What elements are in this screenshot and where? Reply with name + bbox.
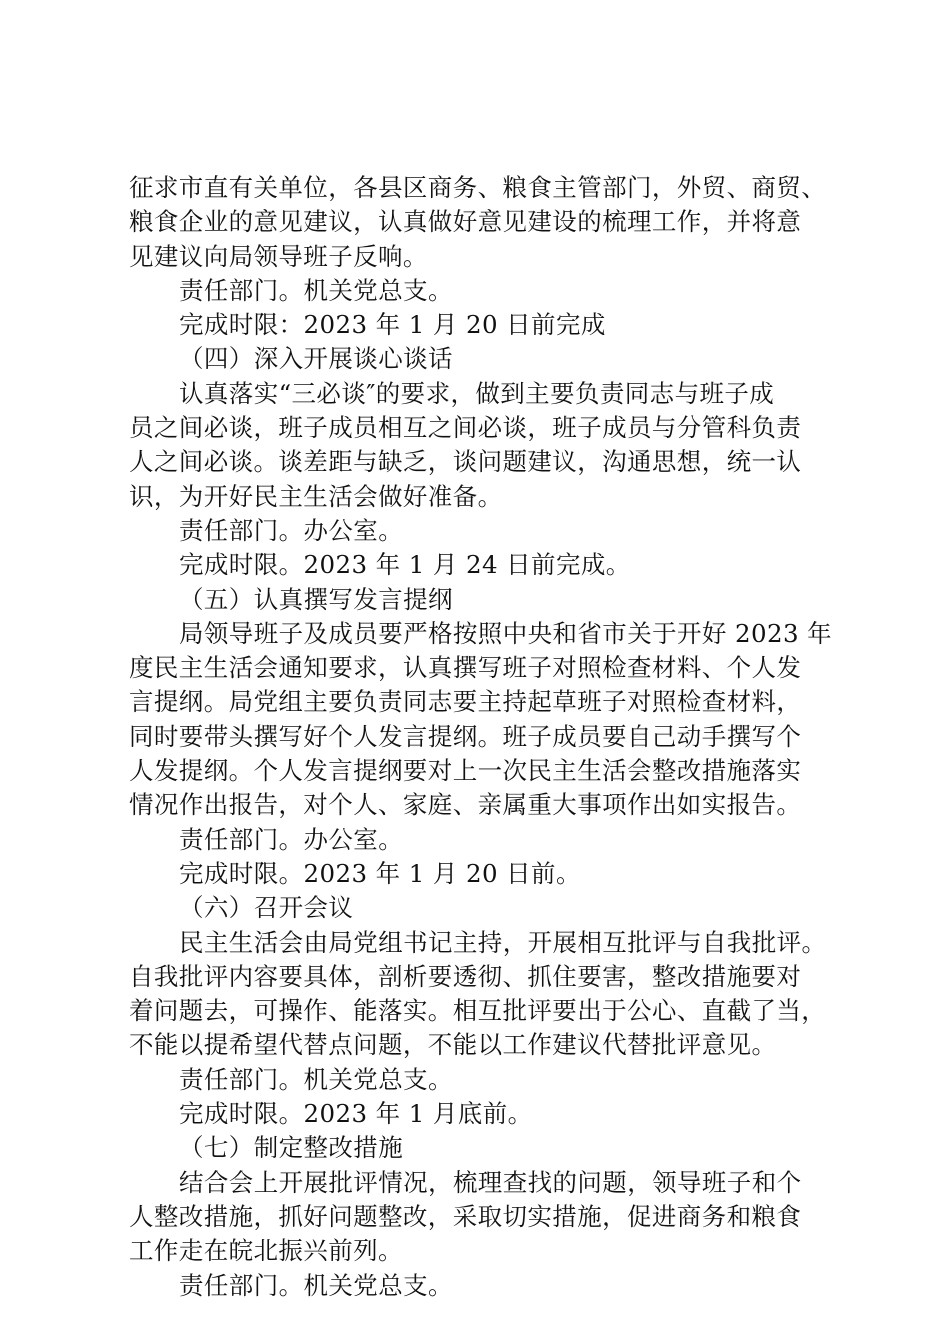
text-line: 局领导班子及成员要严格按照中央和省市关于开好 2023 年 [179, 618, 833, 648]
document-body [129, 171, 833, 1303]
text-line: 结合会上开展批评情况，梳理查找的问题，领导班子和个 [179, 1167, 802, 1197]
text-line: 同时要带头撰写好个人发言提纲。班子成员要自己动手撰写个 [129, 721, 802, 751]
text-line: （七）制定整改措施 [179, 1133, 404, 1163]
text-line: 人之间必谈。谈差距与缺乏，谈问题建议，沟通思想，统一认 [129, 447, 802, 477]
text-line: 工作走在皖北振兴前列。 [129, 1236, 403, 1266]
text-line: （六）召开会议 [179, 893, 354, 923]
text-line: 情况作出报告，对个人、家庭、亲属重大事项作出如实报告。 [129, 790, 802, 820]
text-line: 责任部门。机关党总支。 [179, 1270, 453, 1300]
text-line: 责任部门。办公室。 [179, 824, 404, 854]
text-line: 言提纲。局党组主要负责同志要主持起草班子对照检查材料， [129, 687, 802, 717]
text-line: （四）深入开展谈心谈话 [179, 344, 453, 374]
text-line: 识，为开好民主生活会做好准备。 [129, 481, 503, 511]
text-line: 认真落实“三必谈″的要求，做到主要负责同志与班子成 [179, 378, 775, 408]
text-line: 度民主生活会通知要求，认真撰写班子对照检查材料、个人发 [129, 653, 802, 683]
text-line: 着问题去，可操作、能落实。相互批评要出于公心、直截了当， [129, 996, 827, 1026]
text-line: 人发提纲。个人发言提纲要对上一次民主生活会整改措施落实 [129, 756, 802, 786]
text-line: 不能以提希望代替点问题，不能以工作建议代替批评意见。 [129, 1030, 777, 1060]
text-line: 完成时限。2023 年 1 月底前。 [179, 1099, 533, 1129]
text-line: 完成时限：2023 年 1 月 20 日前完成 [179, 310, 606, 340]
text-line: 征求市直有关单位，各县区商务、粮食主管部门，外贸、商贸、 [129, 173, 827, 202]
text-line: 完成时限。2023 年 1 月 24 日前完成。 [179, 550, 631, 580]
text-line: 员之间必谈，班子成员相互之间必谈，班子成员与分管科负责 [129, 413, 802, 443]
text-line: 完成时限。2023 年 1 月 20 日前。 [179, 858, 581, 888]
text-line: 自我批评内容要具体，剖析要透彻、抓住要害，整改措施要对 [129, 961, 802, 991]
text-line: 责任部门。机关党总支。 [179, 275, 453, 305]
text-line: 见建议向局领导班子反响。 [129, 241, 428, 271]
text-line: （五）认真撰写发言提纲 [179, 584, 453, 614]
text-line: 人整改措施，抓好问题整改，采取切实措施，促进商务和粮食 [129, 1201, 802, 1231]
text-line: 粮食企业的意见建议，认真做好意见建设的梳理工作，并将意 [129, 207, 802, 237]
text-line: 民主生活会由局党组书记主持，开展相互批评与自我批评。 [179, 927, 827, 957]
text-line: 责任部门。办公室。 [179, 515, 404, 545]
text-line: 责任部门。机关党总支。 [179, 1064, 453, 1094]
